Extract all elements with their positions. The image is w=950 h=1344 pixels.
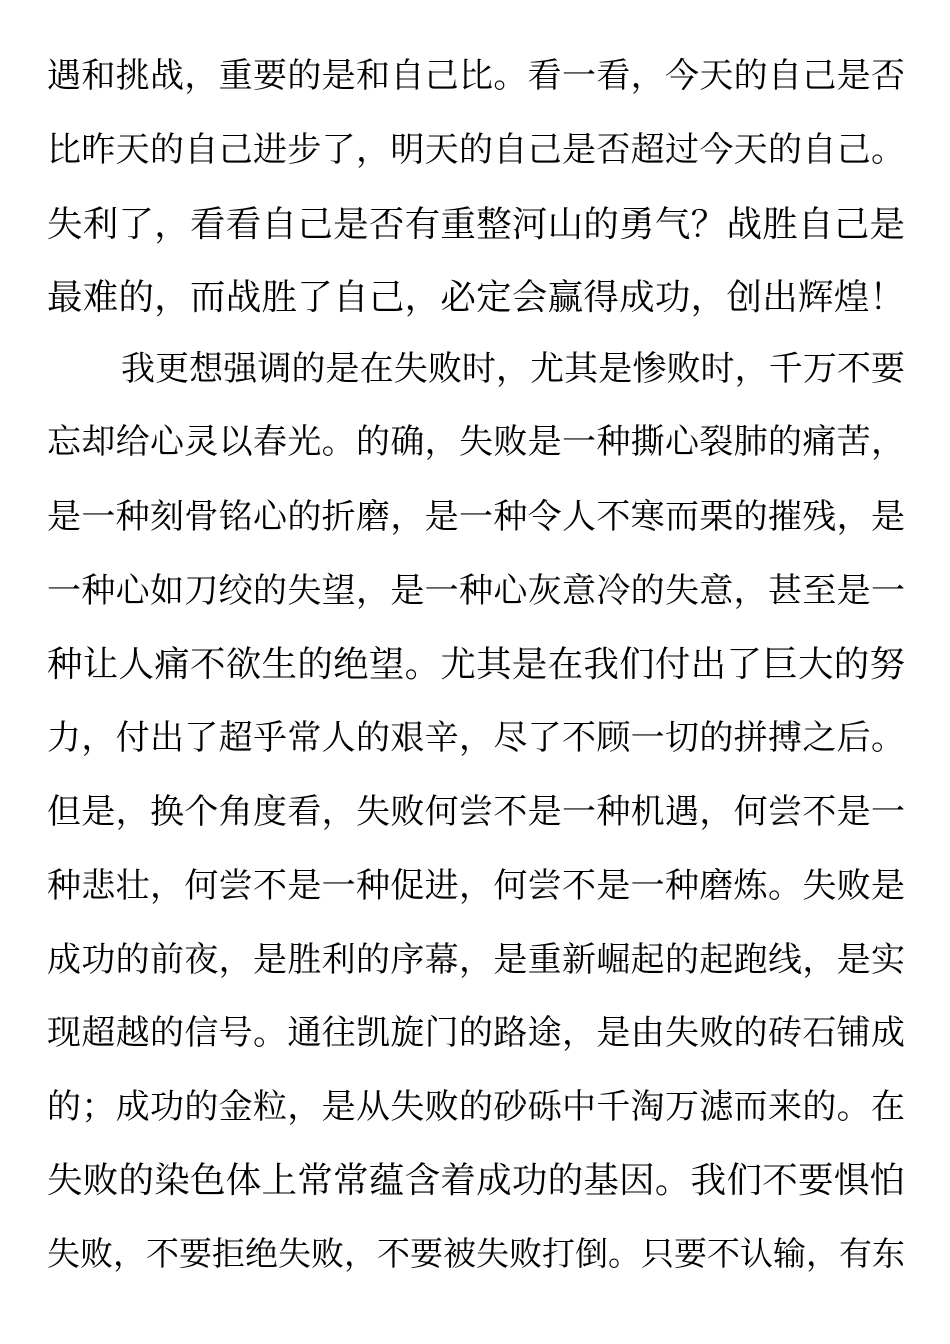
text-line-11: 但是，换个角度看，失败何尝不是一种机遇，何尝不是一 [47,792,905,832]
text-line-9: 种让人痛不欲生的绝望。尤其是在我们付出了巨大的努 [47,644,905,685]
text-line-8: 一种心如刀绞的失望，是一种心灰意冷的失意，甚至是一 [47,571,905,611]
text-line-15: 的；成功的金粒，是从失败的砂砾中千淘万滤而来的。在 [47,1087,905,1127]
text-line-1: 遇和挑战，重要的是和自己比。看一看，今天的自己是否 [47,56,905,96]
text-line-13: 成功的前夜，是胜利的序幕，是重新崛起的起跑线，是实 [47,940,905,980]
text-line-16: 失败的染色体上常常蕴含着成功的基因。我们不要惧怕 [47,1160,905,1201]
text-line-3: 失利了，看看自己是否有重整河山的勇气？战胜自己是 [47,204,905,245]
text-line-6: 忘却给心灵以春光。的确，失败是一种撕心裂肺的痛苦， [47,422,905,462]
text-line-10: 力，付出了超乎常人的艰辛，尽了不顾一切的拼搏之后。 [47,718,905,758]
text-line-14: 现超越的信号。通往凯旋门的路途，是由失败的砖石铺成 [47,1013,905,1053]
text-line-2: 比昨天的自己进步了，明天的自己是否超过今天的自己。 [47,130,905,170]
text-line-7: 是一种刻骨铭心的折磨，是一种令人不寒而栗的摧残，是 [47,497,905,537]
text-line-17: 失败，不要拒绝失败，不要被失败打倒。只要不认输，有东 [47,1234,905,1273]
text-line-5: 我更想强调的是在失败时，尤其是惨败时，千万不要 [121,349,905,389]
text-line-4: 最难的，而战胜了自己，必定会赢得成功，创出辉煌！ [47,277,905,318]
text-line-12: 种悲壮，何尝不是一种促进，何尝不是一种磨炼。失败是 [47,866,905,906]
